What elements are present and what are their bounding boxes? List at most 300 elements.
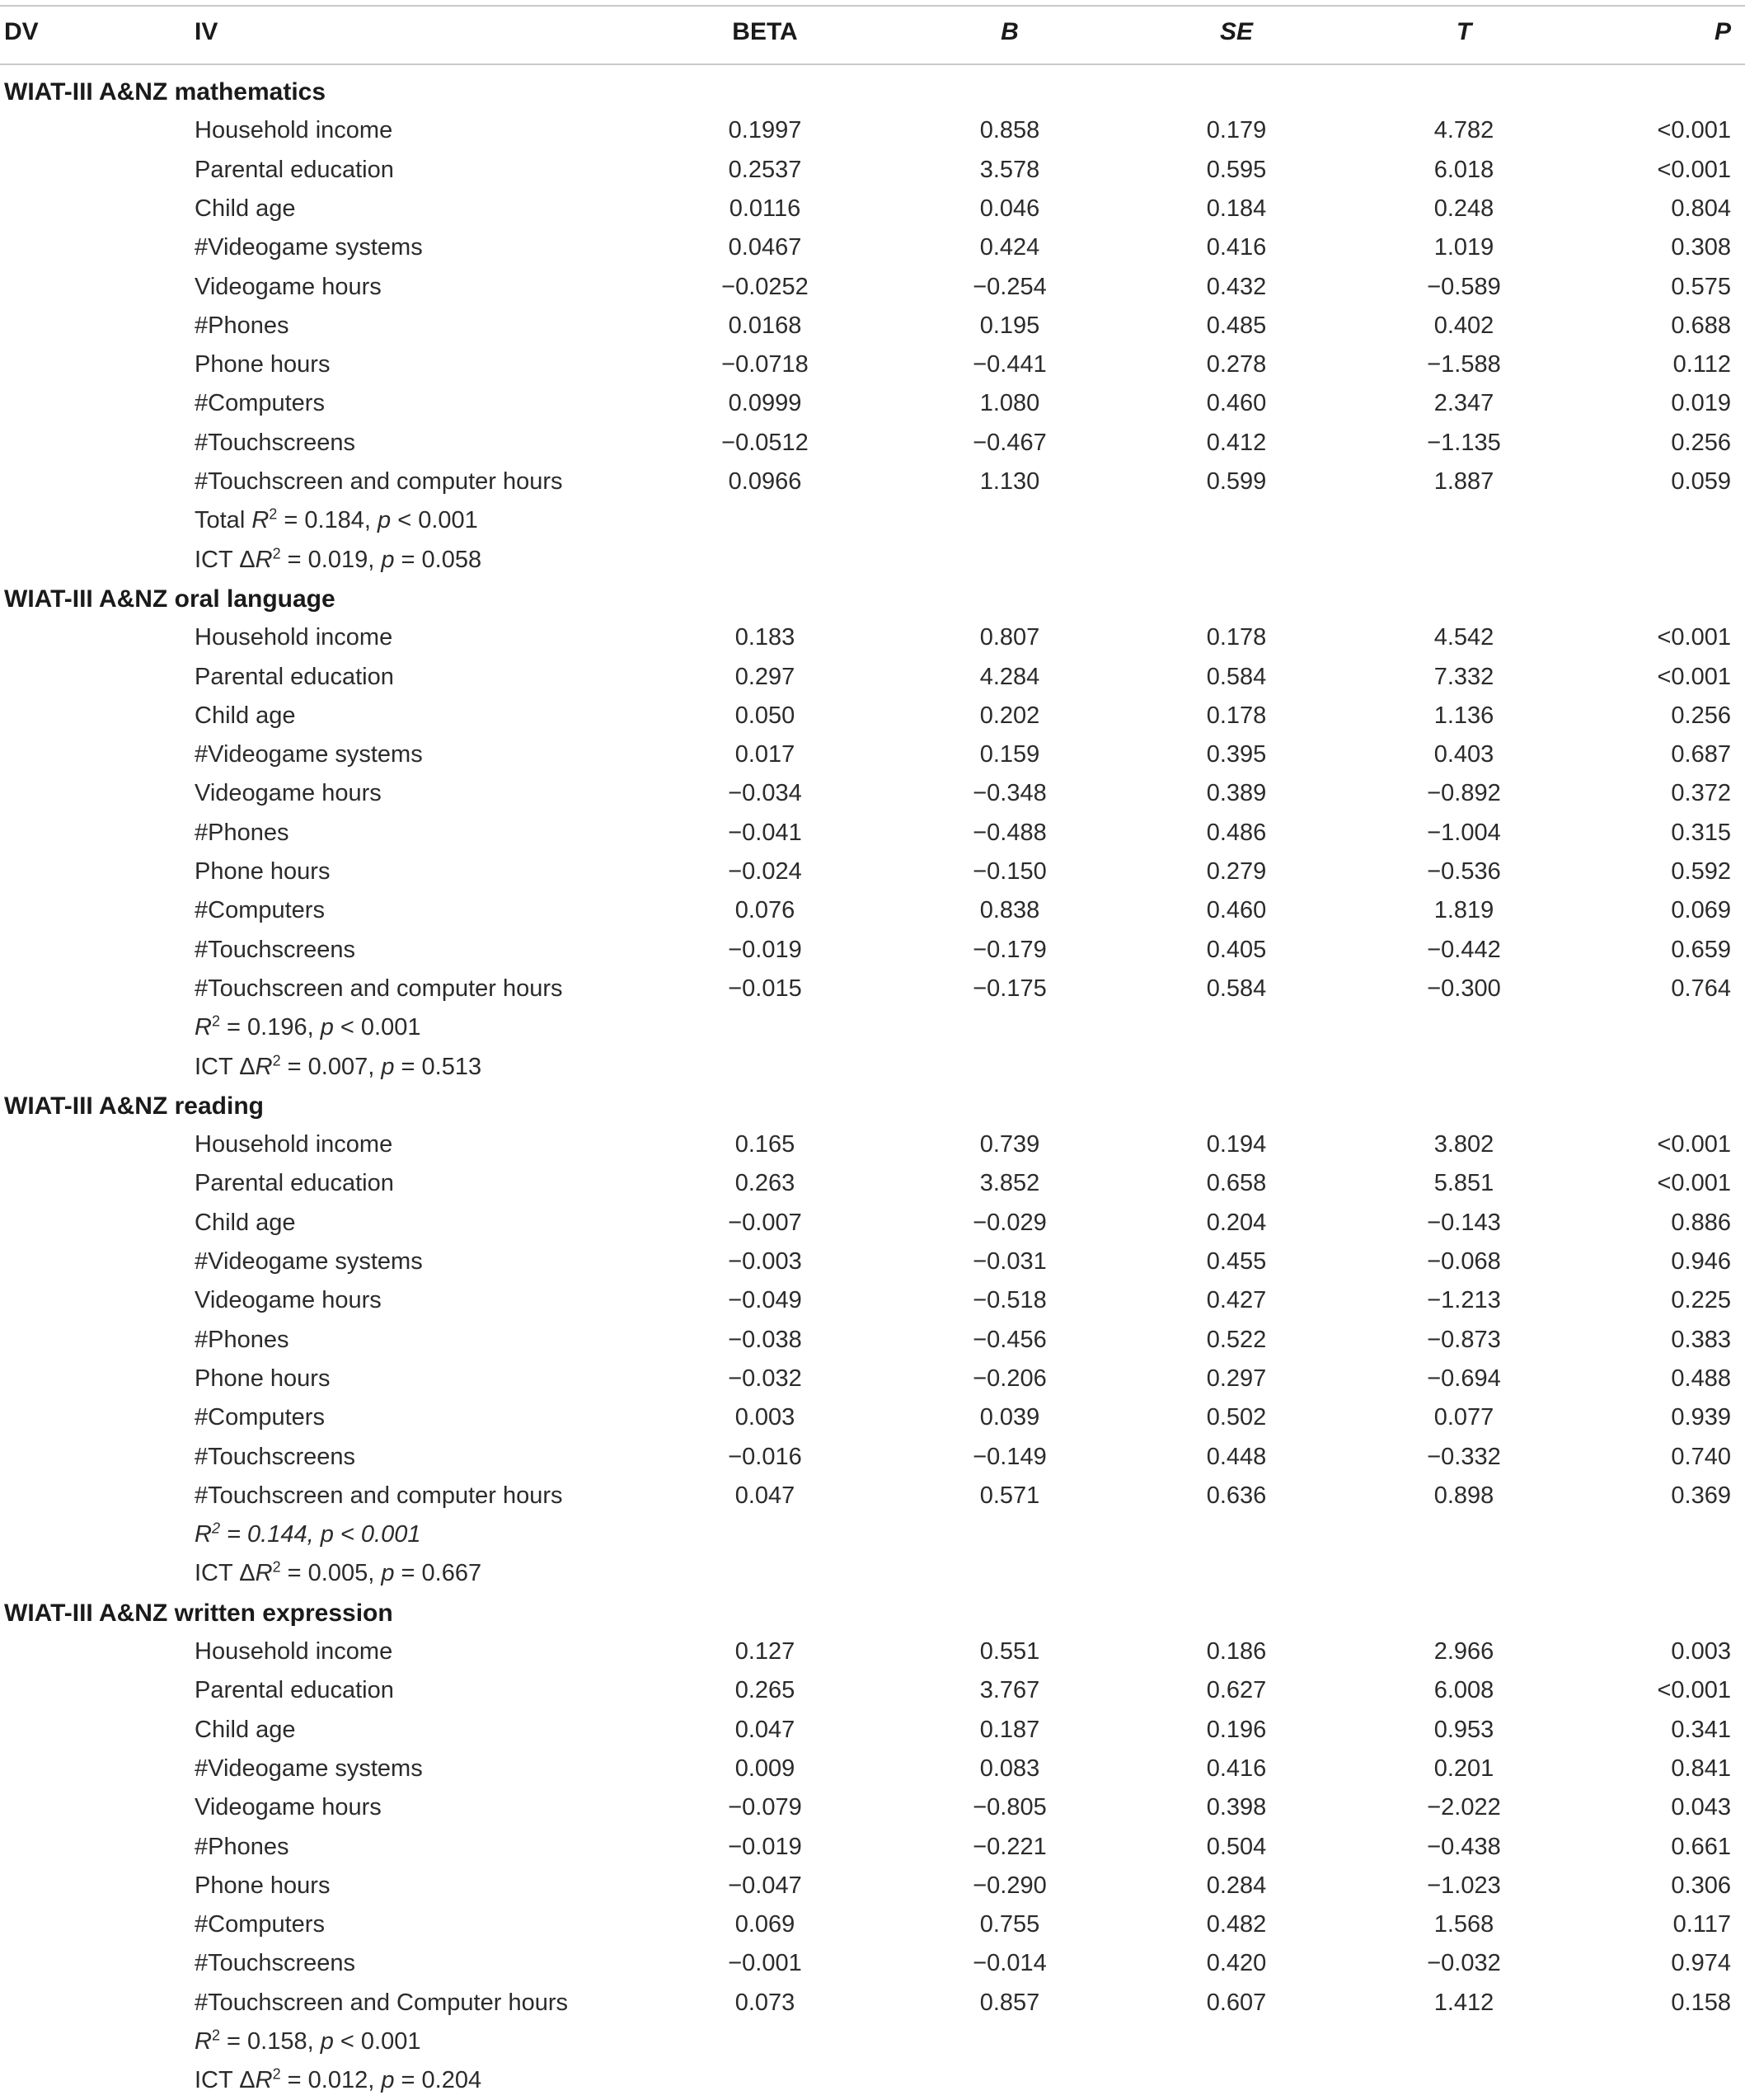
p-cell: 0.043: [1671, 1794, 1731, 1821]
t-cell: 0.248: [1433, 195, 1494, 222]
beta-cell: 0.0966: [728, 468, 802, 495]
iv-cell: #Touchscreen and Computer hours: [195, 1989, 568, 2016]
iv-cell: Videogame hours: [195, 780, 382, 807]
iv-cell: #Touchscreens: [195, 1950, 356, 1977]
se-cell: 0.584: [1206, 663, 1267, 690]
table-row: [0, 852, 1745, 890]
beta-cell: −0.038: [728, 1326, 802, 1353]
se-cell: 0.420: [1206, 1950, 1267, 1977]
iv-cell: #Phones: [195, 819, 289, 846]
table-row: [0, 383, 1745, 422]
t-cell: −0.873: [1427, 1326, 1501, 1353]
b-cell: −0.441: [973, 351, 1047, 378]
summary-prefix: Total: [195, 507, 252, 534]
r-symbol: R: [195, 1521, 212, 1548]
table-row: [0, 1242, 1745, 1280]
iv-cell: Videogame hours: [195, 273, 382, 300]
iv-cell: Child age: [195, 1209, 296, 1236]
summary-row: [0, 1047, 1745, 1086]
se-cell: 0.502: [1206, 1404, 1267, 1431]
r-symbol: R: [255, 546, 273, 573]
table-row: [0, 306, 1745, 345]
table-row: [0, 1670, 1745, 1709]
p-cell: 0.841: [1671, 1755, 1731, 1782]
table-row: [0, 657, 1745, 696]
summary-row: [0, 500, 1745, 539]
beta-cell: 0.297: [734, 663, 795, 690]
summary-stat: [195, 544, 482, 574]
iv-cell: #Phones: [195, 1833, 289, 1860]
iv-cell: #Computers: [195, 390, 325, 417]
b-cell: 4.284: [979, 663, 1040, 690]
table-row: [0, 1710, 1745, 1749]
table-row: [0, 189, 1745, 228]
p-value: = 0.513: [394, 1053, 482, 1080]
p-cell: 0.117: [1672, 1911, 1731, 1938]
b-cell: 3.767: [979, 1677, 1040, 1704]
iv-cell: #Touchscreens: [195, 936, 356, 963]
b-cell: 0.551: [979, 1638, 1040, 1665]
b-cell: 0.195: [979, 312, 1040, 339]
beta-cell: −0.001: [728, 1950, 802, 1977]
table-row: [0, 696, 1745, 735]
table-row: [0, 735, 1745, 773]
se-cell: 0.460: [1206, 390, 1267, 417]
b-cell: −0.014: [973, 1950, 1047, 1977]
se-cell: 0.427: [1206, 1287, 1267, 1314]
t-cell: 0.403: [1433, 741, 1494, 768]
table-row: [0, 1280, 1745, 1319]
beta-cell: −0.0512: [721, 429, 809, 456]
r-superscript: 2: [211, 2027, 220, 2044]
p-cell: 0.886: [1671, 1209, 1731, 1236]
b-cell: 1.080: [979, 390, 1040, 417]
summary-prefix: ICT Δ: [195, 2067, 256, 2094]
summary-stat: [195, 1051, 482, 1081]
p-cell: 0.256: [1671, 429, 1731, 456]
t-cell: 0.077: [1433, 1404, 1494, 1431]
p-cell: <0.001: [1657, 1170, 1731, 1197]
b-cell: 0.838: [979, 897, 1040, 924]
t-cell: 1.568: [1433, 1911, 1494, 1938]
beta-cell: −0.016: [728, 1443, 802, 1470]
r-symbol: R: [195, 1014, 212, 1041]
p-cell: 0.369: [1671, 1482, 1731, 1509]
beta-cell: −0.007: [728, 1209, 802, 1236]
p-cell: 0.112: [1672, 351, 1731, 378]
b-cell: −0.029: [973, 1209, 1047, 1236]
se-cell: 0.416: [1206, 1755, 1267, 1782]
table-row: [0, 890, 1745, 929]
b-cell: −0.254: [973, 273, 1047, 300]
t-cell: 2.347: [1433, 390, 1494, 417]
iv-cell: Parental education: [195, 156, 394, 183]
table-row: [0, 462, 1745, 500]
p-cell: 0.488: [1671, 1365, 1731, 1392]
p-cell: 0.939: [1671, 1404, 1731, 1431]
b-cell: 1.130: [979, 468, 1040, 495]
r-superscript: 2: [272, 2065, 281, 2083]
p-value: = 0.667: [394, 1560, 482, 1587]
beta-cell: 0.003: [734, 1404, 795, 1431]
t-cell: −0.143: [1427, 1209, 1501, 1236]
iv-cell: #Computers: [195, 897, 325, 924]
se-cell: 0.204: [1206, 1209, 1267, 1236]
summary-prefix: ICT Δ: [195, 546, 256, 573]
se-cell: 0.485: [1206, 312, 1267, 339]
iv-cell: Parental education: [195, 1677, 394, 1704]
summary-row: [0, 1515, 1745, 1553]
b-cell: 0.159: [979, 741, 1040, 768]
beta-cell: −0.034: [728, 780, 802, 807]
p-value: = 0.058: [394, 546, 482, 573]
p-cell: 0.575: [1671, 273, 1731, 300]
b-cell: −0.456: [973, 1326, 1047, 1353]
beta-cell: 0.009: [734, 1755, 795, 1782]
table-row: [0, 1749, 1745, 1788]
beta-cell: −0.019: [728, 936, 802, 963]
table-row: [0, 1163, 1745, 1202]
t-cell: 7.332: [1433, 663, 1494, 690]
table-row: [0, 969, 1745, 1008]
t-cell: 1.136: [1433, 702, 1494, 729]
summary-stat: [195, 507, 478, 534]
iv-cell: #Touchscreen and computer hours: [195, 1482, 563, 1509]
table-row: [0, 1866, 1745, 1905]
header-rule: [0, 63, 1745, 65]
beta-cell: 0.069: [734, 1911, 795, 1938]
p-symbol: p: [381, 2067, 395, 2094]
p-cell: 0.764: [1671, 975, 1731, 1002]
summary-row: [0, 1008, 1745, 1046]
p-cell: <0.001: [1657, 117, 1731, 144]
t-cell: −0.068: [1427, 1248, 1501, 1275]
iv-cell: #Touchscreen and computer hours: [195, 468, 563, 495]
beta-cell: 0.265: [734, 1677, 795, 1704]
iv-cell: Videogame hours: [195, 1794, 382, 1821]
beta-cell: −0.079: [728, 1794, 802, 1821]
summary-row: [0, 540, 1745, 579]
se-cell: 0.194: [1206, 1131, 1267, 1158]
beta-cell: 0.2537: [728, 156, 802, 183]
header-iv: IV: [195, 18, 218, 45]
summary-stat: [195, 1560, 481, 1587]
r-symbol: R: [195, 2028, 212, 2055]
summary-stat: [195, 1521, 420, 1548]
beta-cell: −0.0252: [721, 273, 809, 300]
r-value: = 0.196,: [219, 1014, 321, 1041]
p-cell: 0.315: [1671, 819, 1731, 846]
se-cell: 0.178: [1206, 702, 1267, 729]
se-cell: 0.178: [1206, 624, 1267, 651]
b-cell: −0.518: [973, 1287, 1047, 1314]
iv-cell: Phone hours: [195, 351, 331, 378]
t-cell: 1.019: [1433, 234, 1494, 261]
table-row: [0, 813, 1745, 852]
table-row: [0, 110, 1745, 149]
t-cell: −1.004: [1427, 819, 1501, 846]
iv-cell: Phone hours: [195, 1872, 331, 1899]
t-cell: 0.402: [1433, 312, 1494, 339]
beta-cell: 0.165: [734, 1131, 795, 1158]
table-row: [0, 1827, 1745, 1866]
p-value: = 0.204: [394, 2067, 482, 2094]
table-row: [0, 1320, 1745, 1359]
t-cell: 3.802: [1433, 1131, 1494, 1158]
b-cell: −0.221: [973, 1833, 1047, 1860]
iv-cell: #Touchscreens: [195, 1443, 356, 1470]
beta-cell: −0.024: [728, 858, 802, 885]
summary-stat: [195, 2028, 420, 2055]
beta-cell: 0.0116: [729, 195, 801, 222]
t-cell: −1.588: [1427, 351, 1501, 378]
p-cell: 0.372: [1671, 780, 1731, 807]
p-cell: <0.001: [1657, 624, 1731, 651]
r-symbol: R: [255, 1560, 273, 1587]
se-cell: 0.522: [1206, 1326, 1267, 1353]
se-cell: 0.196: [1206, 1716, 1267, 1743]
iv-cell: Videogame hours: [195, 1287, 382, 1314]
iv-cell: #Computers: [195, 1911, 325, 1938]
table-row: [0, 1943, 1745, 1982]
beta-cell: 0.047: [734, 1482, 795, 1509]
t-cell: 0.201: [1433, 1755, 1494, 1782]
iv-cell: Parental education: [195, 1170, 394, 1197]
group-title: WIAT-III A&NZ reading: [4, 1092, 264, 1120]
p-value: < 0.001: [333, 1521, 421, 1548]
t-cell: −0.442: [1427, 936, 1501, 963]
se-cell: 0.636: [1206, 1482, 1267, 1509]
header-dv: DV: [4, 18, 39, 45]
beta-cell: 0.073: [734, 1989, 795, 2016]
b-cell: −0.348: [973, 780, 1047, 807]
t-cell: −0.694: [1427, 1365, 1501, 1392]
t-cell: 4.782: [1433, 117, 1494, 144]
p-symbol: p: [378, 507, 392, 534]
t-cell: 2.966: [1433, 1638, 1494, 1665]
b-cell: 0.755: [979, 1911, 1040, 1938]
se-cell: 0.184: [1206, 195, 1267, 222]
r-superscript: 2: [272, 1558, 281, 1576]
r-value: = 0.144,: [219, 1521, 321, 1548]
iv-cell: Household income: [195, 624, 393, 651]
table-row: [0, 773, 1745, 812]
iv-cell: Child age: [195, 195, 296, 222]
r-superscript: 2: [272, 1051, 281, 1069]
b-cell: −0.031: [973, 1248, 1047, 1275]
b-cell: 0.858: [979, 117, 1040, 144]
table-row: [0, 1125, 1745, 1163]
p-cell: <0.001: [1657, 1677, 1731, 1704]
se-cell: 0.584: [1206, 975, 1267, 1002]
r-superscript: 2: [272, 544, 281, 561]
se-cell: 0.504: [1206, 1833, 1267, 1860]
p-cell: 0.308: [1671, 234, 1731, 261]
summary-stat: [195, 1014, 420, 1041]
p-cell: 0.069: [1671, 897, 1731, 924]
p-value: < 0.001: [333, 2028, 421, 2055]
iv-cell: Household income: [195, 117, 393, 144]
p-cell: 0.592: [1671, 858, 1731, 885]
t-cell: −0.332: [1427, 1443, 1501, 1470]
t-cell: 1.887: [1433, 468, 1494, 495]
iv-cell: #Videogame systems: [195, 234, 423, 261]
se-cell: 0.455: [1206, 1248, 1267, 1275]
b-cell: −0.175: [973, 975, 1047, 1002]
t-cell: −0.438: [1427, 1833, 1501, 1860]
group-title: WIAT-III A&NZ written expression: [4, 1599, 393, 1627]
b-cell: 0.039: [979, 1404, 1040, 1431]
p-symbol: p: [320, 2028, 334, 2055]
iv-cell: Phone hours: [195, 1365, 331, 1392]
table-row: [0, 423, 1745, 462]
beta-cell: 0.017: [734, 741, 795, 768]
iv-cell: #Touchscreens: [195, 429, 356, 456]
b-cell: 0.046: [979, 195, 1040, 222]
b-cell: 0.083: [979, 1755, 1040, 1782]
t-cell: 6.008: [1433, 1677, 1494, 1704]
header-b: B: [1001, 18, 1019, 45]
summary-prefix: ICT Δ: [195, 1053, 256, 1080]
p-cell: <0.001: [1657, 1131, 1731, 1158]
se-cell: 0.599: [1206, 468, 1267, 495]
b-cell: −0.290: [973, 1872, 1047, 1899]
b-cell: 3.852: [979, 1170, 1040, 1197]
r-superscript: 2: [211, 1012, 220, 1030]
beta-cell: 0.050: [734, 702, 795, 729]
table-row: [0, 267, 1745, 306]
p-cell: 0.059: [1671, 468, 1731, 495]
table-row: [0, 618, 1745, 656]
se-cell: 0.607: [1206, 1989, 1267, 2016]
se-cell: 0.448: [1206, 1443, 1267, 1470]
b-cell: 0.571: [979, 1482, 1040, 1509]
table-row: [0, 1983, 1745, 2022]
r-value: = 0.019,: [280, 546, 382, 573]
se-cell: 0.658: [1206, 1170, 1267, 1197]
b-cell: −0.149: [973, 1443, 1047, 1470]
r-value: = 0.005,: [280, 1560, 382, 1587]
se-cell: 0.297: [1206, 1365, 1267, 1392]
b-cell: −0.206: [973, 1365, 1047, 1392]
t-cell: 4.542: [1433, 624, 1494, 651]
b-cell: 0.739: [979, 1131, 1040, 1158]
p-cell: 0.256: [1671, 702, 1731, 729]
t-cell: −0.536: [1427, 858, 1501, 885]
beta-cell: 0.127: [734, 1638, 795, 1665]
p-cell: 0.383: [1671, 1326, 1731, 1353]
beta-cell: −0.003: [728, 1248, 802, 1275]
b-cell: 0.187: [979, 1716, 1040, 1743]
se-cell: 0.395: [1206, 741, 1267, 768]
header-t: T: [1456, 18, 1472, 45]
b-cell: 0.202: [979, 702, 1040, 729]
t-cell: −0.892: [1427, 780, 1501, 807]
r-symbol: R: [255, 2067, 273, 2094]
table-row: [0, 150, 1745, 189]
t-cell: −1.023: [1427, 1872, 1501, 1899]
se-cell: 0.279: [1206, 858, 1267, 885]
b-cell: −0.179: [973, 936, 1047, 963]
p-cell: 0.225: [1671, 1287, 1731, 1314]
b-cell: 3.578: [979, 156, 1040, 183]
group-title: WIAT-III A&NZ oral language: [4, 585, 335, 613]
beta-cell: 0.047: [734, 1716, 795, 1743]
se-cell: 0.186: [1206, 1638, 1267, 1665]
beta-cell: −0.049: [728, 1287, 802, 1314]
t-cell: 1.412: [1433, 1989, 1494, 2016]
t-cell: 6.018: [1433, 156, 1494, 183]
se-cell: 0.405: [1206, 936, 1267, 963]
beta-cell: 0.076: [734, 897, 795, 924]
p-symbol: p: [320, 1014, 334, 1041]
r-superscript: 2: [211, 1520, 220, 1537]
beta-cell: 0.0467: [728, 234, 802, 261]
group-title: WIAT-III A&NZ mathematics: [4, 78, 326, 106]
p-cell: 0.158: [1671, 1989, 1731, 2016]
b-cell: 0.424: [979, 234, 1040, 261]
table-row: [0, 345, 1745, 383]
beta-cell: −0.015: [728, 975, 802, 1002]
table-row: [0, 1437, 1745, 1476]
table-row: [0, 1632, 1745, 1670]
p-cell: 0.740: [1671, 1443, 1731, 1470]
p-cell: 0.661: [1671, 1833, 1731, 1860]
se-cell: 0.412: [1206, 429, 1267, 456]
t-cell: −1.135: [1427, 429, 1501, 456]
r-value: = 0.158,: [219, 2028, 321, 2055]
p-cell: 0.946: [1671, 1248, 1731, 1275]
p-value: < 0.001: [391, 507, 478, 534]
beta-cell: 0.0999: [728, 390, 802, 417]
se-cell: 0.284: [1206, 1872, 1267, 1899]
p-cell: <0.001: [1657, 663, 1731, 690]
p-cell: 0.019: [1671, 390, 1731, 417]
se-cell: 0.398: [1206, 1794, 1267, 1821]
p-cell: 0.804: [1671, 195, 1731, 222]
r-superscript: 2: [269, 505, 278, 523]
iv-cell: Child age: [195, 702, 296, 729]
iv-cell: #Computers: [195, 1404, 325, 1431]
table-row: [0, 930, 1745, 969]
se-cell: 0.432: [1206, 273, 1267, 300]
p-cell: 0.687: [1671, 741, 1731, 768]
iv-cell: #Touchscreen and computer hours: [195, 975, 563, 1002]
t-cell: −2.022: [1427, 1794, 1501, 1821]
b-cell: −0.805: [973, 1794, 1047, 1821]
se-cell: 0.482: [1206, 1911, 1267, 1938]
iv-cell: #Videogame systems: [195, 1755, 423, 1782]
p-cell: 0.974: [1671, 1950, 1731, 1977]
t-cell: −0.032: [1427, 1950, 1501, 1977]
p-symbol: p: [320, 1521, 334, 1548]
r-symbol: R: [255, 1053, 273, 1080]
beta-cell: 0.263: [734, 1170, 795, 1197]
beta-cell: −0.019: [728, 1833, 802, 1860]
se-cell: 0.278: [1206, 351, 1267, 378]
summary-row: [0, 2022, 1745, 2060]
table-row: [0, 1788, 1745, 1826]
iv-cell: Phone hours: [195, 858, 331, 885]
se-cell: 0.389: [1206, 780, 1267, 807]
table-row: [0, 228, 1745, 266]
p-cell: <0.001: [1657, 156, 1731, 183]
t-cell: 0.898: [1433, 1482, 1494, 1509]
t-cell: −0.300: [1427, 975, 1501, 1002]
beta-cell: −0.047: [728, 1872, 802, 1899]
iv-cell: Household income: [195, 1131, 393, 1158]
t-cell: −1.213: [1427, 1287, 1501, 1314]
